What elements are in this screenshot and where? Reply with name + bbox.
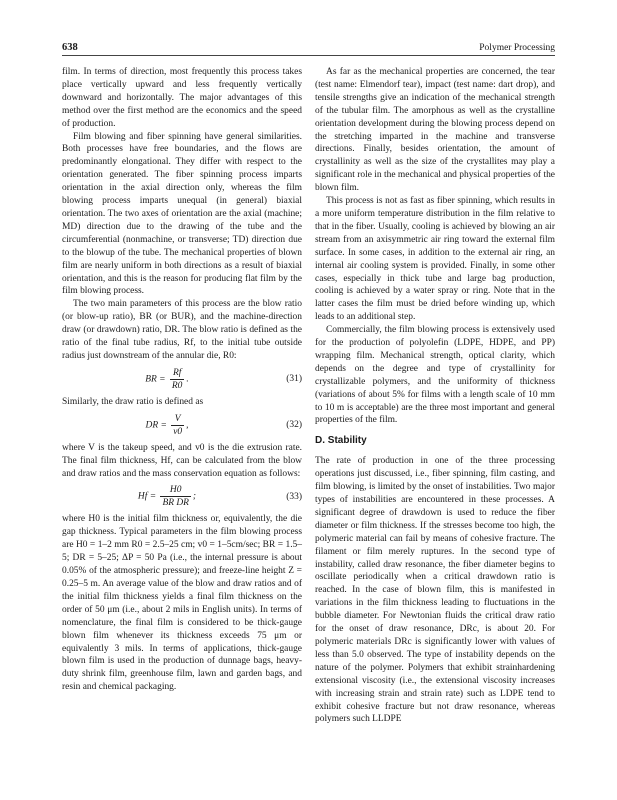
paragraph: Similarly, the draw ratio is defined as bbox=[62, 396, 204, 407]
right-column bbox=[315, 66, 555, 726]
paragraph: film. In terms of direction, most frequently this process takes place vertically upward and less frequently vertically downward and horizontally. The major advantages of this method over the first method are the economics and the speed of production. bbox=[62, 67, 302, 129]
paragraph: The two main parameters of this process are the blow ratio (or blow-up ratio), BR (or BUR), and the machine-direction draw (or drawdown) ratio, DR. The blow ratio is defined as the ratio of the final tube radius, Rf, to the initial tube outside radius just downstream of the annular die, R0: bbox=[62, 299, 302, 361]
section-heading: D. Stability bbox=[315, 435, 367, 447]
paragraph: The rate of production in one of the three processing operations just discussed, i.e., fiber spinning, film casting, and film blowing, is limited by the onset of instabilities. Two major types of instabilities are encountered in these processes. A significant degree of drawdown is used to reduce the fiber diameter or film thickness. If the stresses become too high, the polymeric material can fail by means of cohesive fracture. The filament or film merely ruptures. In the second type of instability, called draw resonance, the fiber diameter begins to oscillate periodically when a critical drawdown ratio is reached. In the case of blown film, this is manifested in variations in the film thickness leading to fluctuations in the bubble diameter. For Newtonian fluids the critical draw ratio for the onset of draw resonance, DRc, is about 20. For polymeric materials DRc is significantly lower with values of less than 5.0 observed. The type of instability depends on the nature of the polymer. Polymers that exhibit strainhardening extensional viscosity (i.e., the extensional viscosity increases with increasing strain and strain rate) such as LDPE tend to exhibit cohesive fracture but not draw resonance, whereas polymers such LLDPE bbox=[315, 456, 555, 725]
denominator: v0 bbox=[173, 426, 183, 437]
page-number: 638 bbox=[62, 42, 78, 53]
denominator: BR DR bbox=[162, 498, 189, 509]
equation-33 bbox=[62, 484, 302, 509]
paragraph: where V is the takeup speed, and v0 is the die extrusion rate. The final film thickness, Hf, can be calculated from the blow and draw ratios and the mass conservation equation as follows: bbox=[62, 442, 302, 479]
paragraph: where H0 is the initial film thickness or, equivalently, the die gap thickness. Typical parameters in the film blowing process are H0 = 1–2 mm R0 = 2.5–25 cm; v0 = 1–5cm/sec; BR = 1.5–5; DR = 5–25; ΔP = 50 Pa (i.e., the internal pressure is about 0.05% of the atmospheric pressure); and freeze-line height Z = 0.25–5 m. An average value of the blow and draw ratios and of the initial film thickness yields a final film thickness on the order of 50 μm (i.e., about 2 mils in English units). In terms of nomenclature, the final film is considered to be thick-gauge blown film whenever its thickness exceeds 75 μm or equivalently 3 mils. In terms of applications, thick-gauge blown film is used in the production of dunnage bags, heavy-duty shrink film, greenhouse film, lawn and garden bags, and resin and chemical packaging. bbox=[62, 514, 302, 693]
equation-31 bbox=[62, 367, 302, 392]
equation-tail: . bbox=[186, 374, 189, 385]
numerator: Rf bbox=[170, 367, 184, 380]
fraction bbox=[170, 367, 184, 392]
denominator: R0 bbox=[171, 380, 183, 391]
equation-tail: , bbox=[186, 420, 189, 431]
numerator: H0 bbox=[160, 484, 190, 497]
numerator: V bbox=[171, 413, 184, 426]
equation-lhs: DR = bbox=[145, 420, 167, 431]
equation-number: (31) bbox=[286, 373, 302, 384]
left-column bbox=[62, 66, 302, 694]
header-rule bbox=[62, 55, 555, 56]
paragraph: Film blowing and fiber spinning have general similarities. Both processes have free boundaries, and the flows are predominantly elongational. They differ with respect to the orientation generated. The fiber spinning process imparts orientation in the axial direction only, whereas the film blowing process imparts unequal (in general) biaxial orientation. The two axes of orientation are the axial (machine; MD) direction due to the drawing of the tube and the circumferential (nonmachine, or transverse; TD) direction due to the blowup of the tube. The mechanical properties of blown film are nearly uniform in both directions as a result of biaxial orientation, and this is the reason for producing flat film by the film blowing process. bbox=[62, 131, 302, 297]
equation-tail: ; bbox=[192, 492, 197, 503]
equation-32 bbox=[62, 413, 302, 438]
equation-lhs: BR = bbox=[145, 374, 166, 385]
equation-number: (32) bbox=[286, 419, 302, 430]
fraction bbox=[171, 413, 184, 438]
equation-number: (33) bbox=[286, 491, 302, 502]
equation-lhs: Hf = bbox=[137, 492, 157, 503]
fraction bbox=[160, 484, 190, 509]
running-head: Polymer Processing bbox=[479, 43, 555, 53]
paragraph: Commercially, the film blowing process is extensively used for the production of polyolefin (LDPE, HDPE, and PP) wrapping film. Mechanical strength, optical clarity, which depends on the degree and type of crystallinity for crystallizable polymers, and the uniformity of thickness (variations of about 5% for films with a length scale of 10 mm to 10 m is acceptable) are the three most important and general properties of the film. bbox=[315, 325, 555, 426]
paragraph: As far as the mechanical properties are concerned, the tear (test name: Elmendorf tear), impact (test name: dart drop), and tensile strengths give an indication of the mechanical strength of the tubular film. The amorphous as well as the crystalline orientation development during the blowing process depend on the stretching imparted in the machine and transverse directions. Finally, besides orientation, the amount of crystallinity as well as the size of the crystallites may play a significant role in the mechanical and physical properties of the blown film. bbox=[315, 67, 555, 194]
paragraph: This process is not as fast as fiber spinning, which results in a more uniform temperature distribution in the film relative to that in the fiber. Usually, cooling is achieved by blowing an air stream from an axisymmetric air ring toward the external film surface. In some cases, in addition to the external air ring, an internal air cooling system is provided. Finally, in some other cases, especially in thick tube and large bag production, cooling is achieved by a water spray or ring. Note that in the latter cases the film must be dried before winding up, which leads to an additional step. bbox=[315, 196, 555, 323]
